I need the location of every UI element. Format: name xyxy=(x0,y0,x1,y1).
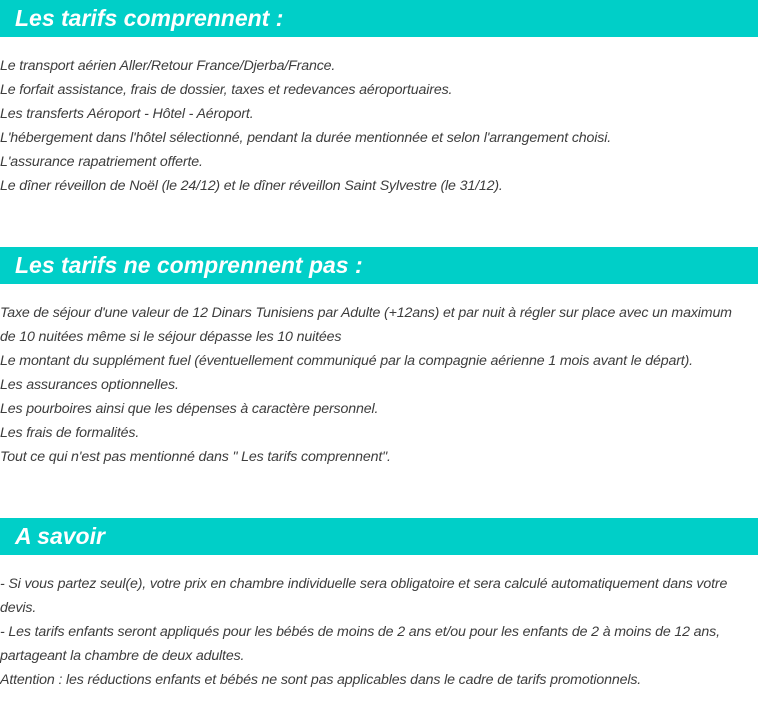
list-item: Les assurances optionnelles. xyxy=(0,377,179,393)
list-item: L'assurance rapatriement offerte. xyxy=(0,154,203,170)
section-heading: Les tarifs comprennent : xyxy=(0,0,758,37)
list-item: Le transport aérien Aller/Retour France/Djerba/France. xyxy=(0,58,336,74)
section-tarifs-comprennent xyxy=(0,0,758,198)
list-item: Attention : les réductions enfants et bébés ne sont pas applicables dans le cadre de tarifs promotionnels. xyxy=(0,672,642,688)
list-item: Les frais de formalités. xyxy=(0,425,140,441)
section-heading: Les tarifs ne comprennent pas : xyxy=(0,247,758,284)
section-body xyxy=(0,284,758,469)
section-body xyxy=(0,37,758,198)
list-item: Le montant du supplément fuel (éventuellement communiqué par la compagnie aérienne 1 mois avant le départ). xyxy=(0,353,693,369)
section-heading: A savoir xyxy=(0,518,758,555)
list-item: partageant la chambre de deux adultes. xyxy=(0,648,245,664)
section-tarifs-ne-comprennent-pas xyxy=(0,247,758,469)
section-a-savoir xyxy=(0,518,758,692)
list-item: L'hébergement dans l'hôtel sélectionné, pendant la durée mentionnée et selon l'arrangement choisi. xyxy=(0,130,611,146)
list-item: Le dîner réveillon de Noël (le 24/12) et le dîner réveillon Saint Sylvestre (le 31/12). xyxy=(0,178,503,194)
section-body xyxy=(0,555,758,692)
list-item: devis. xyxy=(0,600,37,616)
list-item: Taxe de séjour d'une valeur de 12 Dinars Tunisiens par Adulte (+12ans) et par nuit à régler sur place avec un maximum xyxy=(0,305,732,321)
list-item: - Les tarifs enfants seront appliqués pour les bébés de moins de 2 ans et/ou pour les enfants de 2 à moins de 12 ans, xyxy=(0,624,720,640)
list-item: Les transferts Aéroport - Hôtel - Aéroport. xyxy=(0,106,254,122)
list-item: - Si vous partez seul(e), votre prix en chambre individuelle sera obligatoire et sera calculé automatiquement dans votre xyxy=(0,576,728,592)
list-item: Tout ce qui n'est pas mentionné dans " Les tarifs comprennent". xyxy=(0,449,391,465)
list-item: Les pourboires ainsi que les dépenses à caractère personnel. xyxy=(0,401,379,417)
list-item: Le forfait assistance, frais de dossier, taxes et redevances aéroportuaires. xyxy=(0,82,453,98)
list-item: de 10 nuitées même si le séjour dépasse les 10 nuitées xyxy=(0,329,342,345)
